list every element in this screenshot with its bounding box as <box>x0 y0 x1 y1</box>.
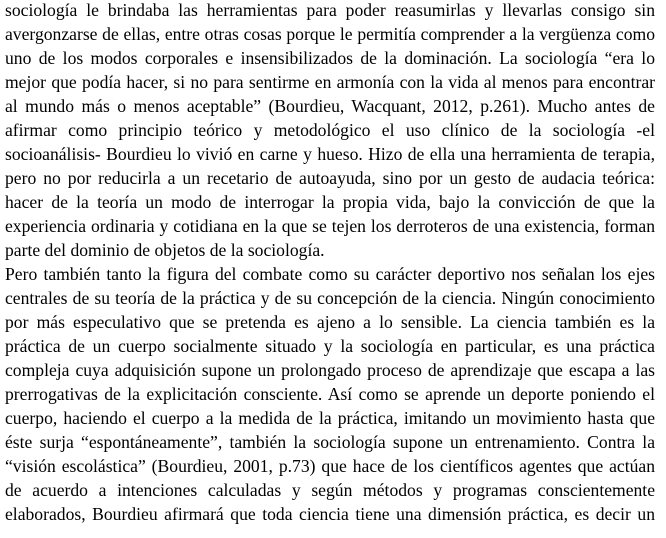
text-line: uno de los modos corporales e insensibilizados de la dominación. La sociología “era lo <box>5 48 655 68</box>
text-line: prerrogativas de la explicitación consciente. Así como se aprende un deporte poniendo el <box>5 384 655 404</box>
text-line: centrales de su teoría de la práctica y de su concepción de la ciencia. Ningún conocimiento <box>5 288 655 308</box>
text-line: Pero también tanto la figura del combate como su carácter deportivo nos señalan los ejes <box>5 264 655 284</box>
text-line: socioanálisis- Bourdieu lo vivió en carne y hueso. Hizo de ella una herramienta de terapia, <box>5 144 655 164</box>
text-line: cuerpo, haciendo el cuerpo a la medida de la práctica, imitando un movimiento hasta que <box>5 408 655 428</box>
paragraph-end-line: parte del dominio de objetos de la sociología. <box>5 240 325 260</box>
text-line: por más especulativo que se pretenda es ajeno a lo sensible. La ciencia también es la <box>5 312 655 332</box>
text-line: pero no por reducirla a un recetario de autoayuda, sino por un gesto de audacia teórica: <box>5 168 655 188</box>
text-line: práctica de un cuerpo socialmente situado y la sociología en particular, es una práctica <box>5 336 655 356</box>
text-line: elaborados, Bourdieu afirmará que toda ciencia tiene una dimensión práctica, es decir un <box>5 504 655 524</box>
text-line: éste surja “espontáneamente”, también la sociología supone un entrenamiento. Contra la <box>5 432 655 452</box>
text-line: “visión escolástica” (Bourdieu, 2001, p.73) que hace de los científicos agentes que actúan <box>5 456 655 476</box>
text-line: de acuerdo a intenciones calculadas y según métodos y programas conscientemente <box>5 480 655 500</box>
text-line: al mundo más o menos aceptable” (Bourdieu, Wacquant, 2012, p.261). Mucho antes de <box>5 96 655 116</box>
text-line: avergonzarse de ellas, entre otras cosas porque le permitía comprender a la vergüenza como <box>5 24 655 44</box>
text-line: compleja cuya adquisición supone un prolongado proceso de aprendizaje que escapa a las <box>5 360 655 380</box>
text-line: mejor que podía hacer, si no para sentirme en armonía con la vida al menos para encontrar <box>5 72 655 92</box>
text-line: experiencia ordinaria y cotidiana en la que se tejen los derroteros de una existencia, forman <box>5 216 655 236</box>
text-line: afirmar como principio teórico y metodológico el uso clínico de la sociología -el <box>5 120 655 140</box>
text-line: hacer de la teoría un modo de interrogar la propia vida, bajo la convicción de que la <box>5 192 655 212</box>
text-line: sociología le brindaba las herramientas para poder reasumirlas y llevarlas consigo sin <box>5 0 655 20</box>
